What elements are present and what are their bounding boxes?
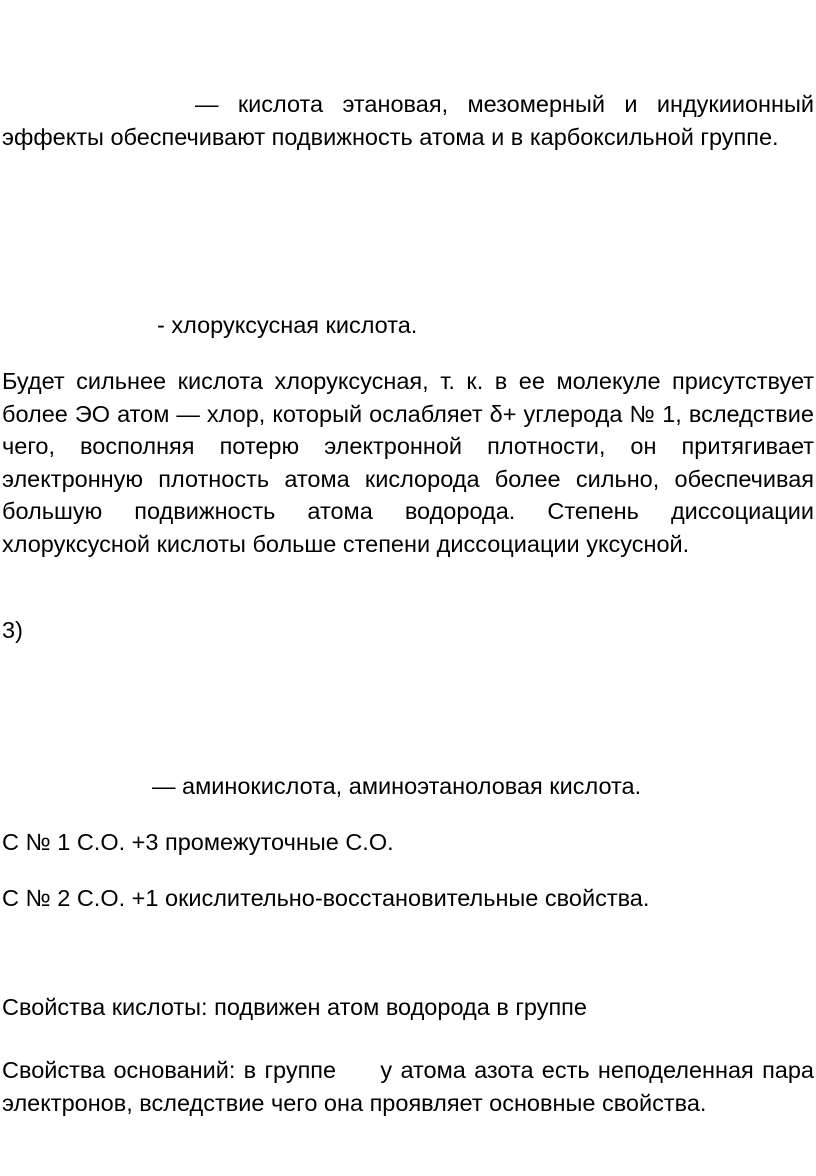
paragraph-carbon-2-oxidation: С № 2 С.О. +1 окислительно-восстановительные свойства. (2, 885, 650, 911)
paragraph-acetic-acid: — кислота этановая, мезомерный и индукиионный эффекты обеспечивают подвижность атома и в карбоксильной группе. (2, 91, 814, 150)
paragraph-chloroacetic-acid-label: - хлоруксусная кислота. (157, 312, 418, 338)
paragraph-amino-acid-label: — аминокислота, аминоэтаноловая кислота. (152, 773, 642, 799)
paragraph-carbon-1-oxidation: С № 1 С.О. +3 промежуточные С.О. (2, 829, 394, 855)
paragraph-base-properties (2, 1054, 814, 1119)
paragraph-item-number: 3) (2, 617, 23, 643)
base-properties-end: у атома азота есть неподеленная пара электронов, вследствие чего она проявляет основные свойства. (2, 1057, 815, 1116)
base-properties-start: Свойства оснований: в группе (2, 1057, 337, 1083)
paragraph-acid-properties: Свойства кислоты: подвижен атом водорода в группе (2, 994, 587, 1020)
paragraph-comparison-explanation: Будет сильнее кислота хлоруксусная, т. к. в ее молекуле присутствует более ЭО атом — хлор, который ослабляет δ+ углерода № 1, вследствие чего, восполняя потерю электронной плотности, он притягивает электронную плотность атома кислорода более сильно, обеспечивая большую подвижность атома водорода. Степень диссоциации хлоруксусной кислоты больше степени диссоциации уксусной. (2, 368, 814, 557)
